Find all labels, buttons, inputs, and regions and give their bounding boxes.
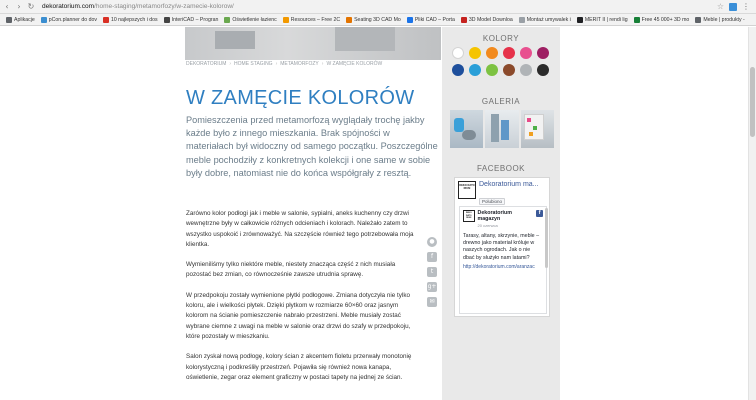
- facebook-widget: [454, 177, 550, 317]
- bookmark-label: Oświetlenie łazienc: [232, 16, 277, 23]
- bookmark-favicon-icon: [41, 17, 47, 23]
- bookmark-label: Seating 3D CAD Mo: [354, 16, 401, 23]
- article-paragraph: Salon zyskał nową podłogę, kolory ścian z akcentem fioletu przerwały monotonię kolorystyczną i podkreśliły przestrzeń. Pojawiła się również nowa kanapa, oświetlenie, zegar oraz element graficzny w postaci tapety na jednej ze ścian.: [186, 353, 412, 381]
- bookmark-favicon-icon: [6, 17, 12, 23]
- article-lead: Pomieszczenia przed metamorfozą wyglądały trochę jakby każde było z innego mieszkania. Brak spójności w materiałach był widoczny od samego początku. Poszczególne meble pochodziły z konkretnych kolekcji i one same w sobie były dobre, natomiast nie do końca współgrały z resztą.: [186, 115, 438, 178]
- color-swatch[interactable]: [503, 64, 515, 76]
- bookmark-label: 10 najlepszych i dos: [110, 16, 158, 23]
- page-scrollbar[interactable]: [748, 27, 756, 400]
- bookmark-favicon-icon: [346, 17, 352, 23]
- color-swatch[interactable]: [537, 64, 549, 76]
- facebook-post-author[interactable]: Dekoratorium magazyn: [477, 210, 512, 223]
- gallery-image[interactable]: [521, 110, 554, 148]
- article-title: W ZAMĘCIE KOLORÓW: [186, 87, 415, 109]
- google-plus-icon[interactable]: g+: [427, 283, 437, 290]
- bookmark-star-icon[interactable]: ☆: [716, 2, 724, 11]
- bookmark-label: Montaż umywalek i: [526, 16, 571, 23]
- color-swatch[interactable]: [520, 64, 532, 76]
- article-body: [186, 209, 416, 393]
- bookmark-label: Free 45 000+ 3D mo: [641, 16, 690, 23]
- facebook-post-text: Tarasy, altany, skrzynie, meble – drewno jako materiał króluje w naszych ogrodach. Jak o nie dbać by służyło nam latami?: [463, 232, 540, 261]
- bookmark-item[interactable]: [577, 17, 628, 23]
- url-path: /home-staging/metamorfozy/w-zamecie-kolorow/: [94, 3, 234, 10]
- article-paragraph: Wymieniliśmy tylko niektóre meble, niestety znacząca część z nich musiała pozostać bez zmian, co równocześnie zawsze utrudnia sprawę.: [186, 261, 396, 279]
- breadcrumb-item[interactable]: HOME STAGING: [234, 61, 273, 67]
- forward-icon[interactable]: ›: [17, 1, 21, 11]
- article-paragraph: W przedpokoju zostały wymienione płytki podłogowe. Zmiana dotyczyła nie tylko koloru, ale i wielkości płytek. Dzięki płytkom w rozmiarze 60×60 oraz jasnym kolorom na ścianie pomieszczenie nabrało przestrzeni. Meble musiały zostać wybrane ciemne z uwagi na meble w salonie oraz drzwi do szafy w przedpokoju, które pozostały w mieszkaniu.: [186, 291, 411, 340]
- color-swatches: [452, 47, 552, 76]
- bookmark-label: Aplikacje: [14, 16, 35, 23]
- breadcrumb-separator-icon: ›: [229, 61, 232, 67]
- facebook-post-link[interactable]: http://dekoratorium.com/aranzac: [463, 264, 535, 271]
- bookmark-item[interactable]: [283, 17, 340, 23]
- bookmark-label: pCon.planner do dov: [48, 16, 97, 23]
- gallery-heading: GALERIA: [481, 97, 521, 106]
- facebook-post-avatar[interactable]: DEKO RATO RIUM: [463, 210, 475, 222]
- facebook-post: [459, 206, 547, 314]
- bookmark-item[interactable]: [461, 17, 513, 23]
- bookmark-label: Pliki CAD – Porta: [414, 16, 455, 23]
- color-swatch[interactable]: [486, 47, 498, 59]
- page-scrollbar-thumb[interactable]: [750, 67, 755, 137]
- bookmark-item[interactable]: [224, 17, 276, 23]
- color-swatch[interactable]: [537, 47, 549, 59]
- bookmark-label: InteriCAD – Progran: [171, 16, 219, 23]
- url-field[interactable]: [42, 3, 717, 10]
- facebook-post-date[interactable]: 20 czerwca: [477, 222, 498, 228]
- hero-image: [185, 27, 441, 60]
- bookmark-item[interactable]: [164, 17, 219, 23]
- extension-icon[interactable]: [729, 3, 737, 11]
- menu-icon[interactable]: ⋮: [742, 2, 750, 11]
- gallery: [450, 110, 554, 148]
- facebook-heading: FACEBOOK: [476, 164, 525, 173]
- comment-icon[interactable]: ●: [427, 237, 437, 247]
- bookmark-favicon-icon: [695, 17, 701, 23]
- back-icon[interactable]: ‹: [5, 1, 9, 11]
- breadcrumb-separator-icon: ›: [321, 61, 324, 67]
- bookmark-label: MERIT II | rendi lig: [584, 16, 628, 23]
- bookmark-favicon-icon: [164, 17, 170, 23]
- color-swatch[interactable]: [469, 64, 481, 76]
- facebook-icon[interactable]: f: [536, 210, 543, 217]
- bookmark-favicon-icon: [577, 17, 583, 23]
- breadcrumb-separator-icon: ›: [275, 61, 278, 67]
- breadcrumb-item[interactable]: DEKORATORIUM: [186, 61, 227, 67]
- article-paragraph: Zarówno kolor podłogi jak i meble w salonie, sypialni, aneks kuchenny czy drzwi wewnętrzne były w całkowicie różnych odcieniach i kolorach. Należało zatem to wszystko uspokoić i zrównoważyć. Na szczęście również tego potrzebowała moja klientka.: [186, 210, 414, 248]
- page-content: [0, 27, 756, 400]
- bookmark-item[interactable]: [103, 17, 158, 23]
- breadcrumb-item[interactable]: METAMORFOZY: [280, 61, 319, 67]
- facebook-widget-scrollbar[interactable]: [545, 208, 548, 268]
- color-swatch[interactable]: [452, 47, 464, 59]
- bookmark-item[interactable]: [695, 17, 744, 23]
- url-host: dekoratorium.com: [42, 3, 95, 10]
- hero-shape: [215, 31, 255, 49]
- sidebar: [442, 27, 560, 400]
- facebook-like-button[interactable]: Polubiono: [479, 198, 505, 205]
- colors-heading: KOLORY: [482, 34, 520, 43]
- share-buttons: [426, 237, 438, 307]
- bookmark-favicon-icon: [407, 17, 413, 23]
- breadcrumb: [186, 61, 382, 67]
- twitter-icon[interactable]: t: [427, 267, 437, 277]
- bookmark-item[interactable]: [634, 17, 690, 23]
- bookmark-favicon-icon: [519, 17, 525, 23]
- breadcrumb-current: W ZAMĘCIE KOLORÓW: [326, 61, 383, 67]
- facebook-icon[interactable]: f: [427, 252, 437, 262]
- gallery-image[interactable]: [450, 110, 483, 148]
- color-swatch[interactable]: [486, 64, 498, 76]
- bookmark-favicon-icon: [634, 17, 640, 23]
- bookmarks-bar: [0, 14, 756, 26]
- color-swatch[interactable]: [503, 47, 515, 59]
- facebook-post-header: [463, 210, 543, 228]
- facebook-page-logo[interactable]: DEKO RATO RIUM: [458, 181, 476, 199]
- bookmark-favicon-icon: [283, 17, 289, 23]
- email-icon[interactable]: ✉: [427, 297, 437, 307]
- bookmark-label: Resources – Free 2C: [290, 16, 341, 23]
- bookmark-favicon-icon: [461, 17, 467, 23]
- bookmark-item[interactable]: [41, 17, 97, 23]
- gallery-image[interactable]: [485, 110, 518, 148]
- bookmark-favicon-icon: [103, 17, 109, 23]
- bookmark-item[interactable]: [407, 17, 455, 23]
- color-swatch[interactable]: [469, 47, 481, 59]
- bookmark-item[interactable]: [6, 17, 35, 23]
- facebook-page-name[interactable]: Dekoratorium ma...: [479, 181, 539, 188]
- bookmark-item[interactable]: [519, 17, 571, 23]
- bookmark-favicon-icon: [224, 17, 230, 23]
- bookmark-label: 3D Model Downloa: [468, 16, 513, 23]
- reload-icon[interactable]: ↻: [27, 1, 35, 11]
- address-bar: [0, 0, 756, 14]
- hero-shape: [335, 27, 395, 51]
- bookmark-label: Meble | produkty -: [703, 16, 745, 23]
- color-swatch[interactable]: [520, 47, 532, 59]
- bookmark-item[interactable]: [346, 17, 401, 23]
- color-swatch[interactable]: [452, 64, 464, 76]
